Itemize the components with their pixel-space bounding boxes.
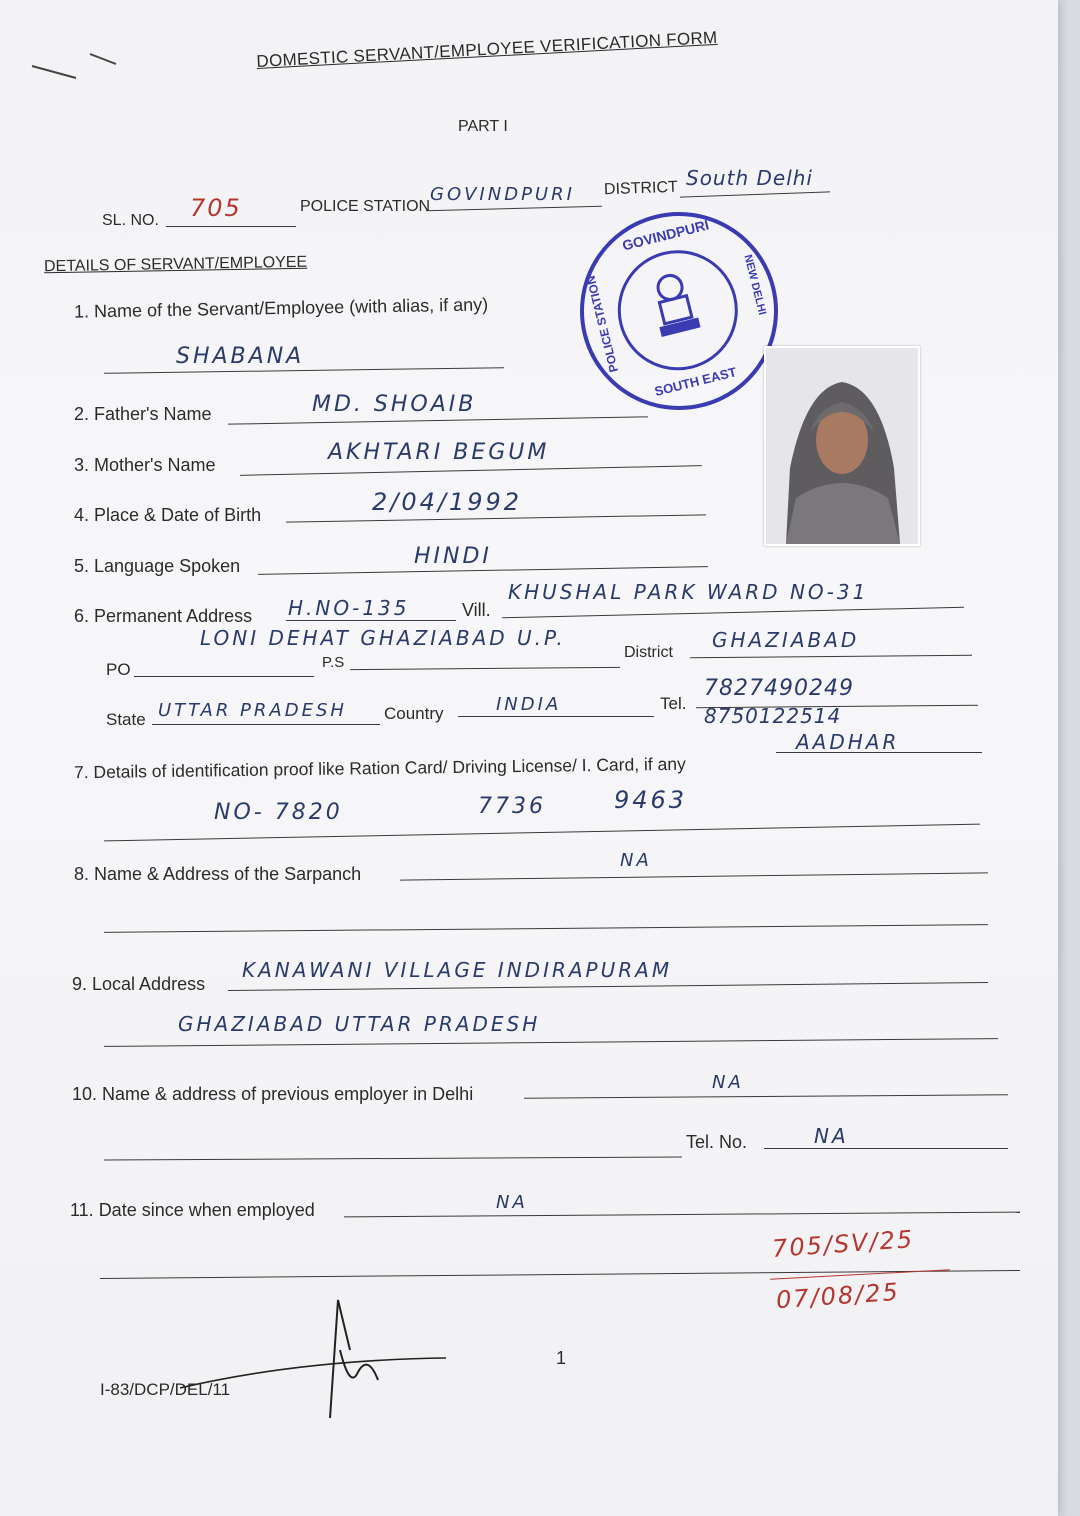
pencil-mark-icon bbox=[28, 44, 118, 84]
q10-label: 10. Name & address of previous employer in Delhi bbox=[72, 1084, 474, 1104]
q11-label: 11. Date since when employed bbox=[70, 1200, 315, 1220]
q2-value: MD. SHOAIB bbox=[312, 392, 477, 417]
q8-value: NA bbox=[620, 850, 652, 871]
stamp-bottom-text: SOUTH EAST bbox=[653, 364, 738, 400]
employee-photo bbox=[764, 346, 920, 546]
form-title: DOMESTIC SERVANT/EMPLOYEE VERIFICATION FORM bbox=[256, 27, 718, 71]
q5-label: 5. Language Spoken bbox=[74, 556, 241, 576]
q6-state: UTTAR PRADESH bbox=[158, 700, 347, 721]
country-label: Country bbox=[384, 704, 444, 723]
police-station-value: GOVINDPURI bbox=[430, 184, 575, 205]
q6-district: GHAZIABAD bbox=[712, 628, 860, 652]
q1-label: 1. Name of the Servant/Employee (with alias, if any) bbox=[73, 294, 489, 322]
q1-value: SHABANA bbox=[176, 344, 305, 369]
section-heading: DETAILS OF SERVANT/EMPLOYEE bbox=[43, 253, 308, 276]
vill-label: Vill. bbox=[462, 600, 491, 620]
q6-vill: KHUSHAL PARK WARD NO-31 bbox=[508, 580, 869, 604]
district-value: South Delhi bbox=[686, 166, 813, 190]
q6-tel2: 8750122514 bbox=[704, 704, 842, 728]
q7-number-part2: 7736 bbox=[478, 794, 546, 819]
q4-value: 2/04/1992 bbox=[372, 488, 523, 516]
q6-label: 6. Permanent Address bbox=[74, 606, 253, 626]
stamp-right-text: NEW DELHI bbox=[741, 253, 769, 317]
stamp-top-text: GOVINDPURI bbox=[620, 216, 711, 254]
q10-value: NA bbox=[712, 1072, 744, 1093]
q8-label: 8. Name & Address of the Sarpanch bbox=[74, 864, 362, 884]
q9-label: 9. Local Address bbox=[72, 974, 206, 994]
q4-label: 4. Place & Date of Birth bbox=[74, 505, 262, 525]
part-label: PART I bbox=[458, 118, 508, 135]
form-code: I-83/DCP/DEL/11 bbox=[100, 1380, 231, 1399]
police-station-stamp bbox=[559, 191, 799, 431]
q7-number-part3: 9463 bbox=[614, 786, 688, 814]
state-label: State bbox=[106, 710, 146, 729]
ps-label: P.S bbox=[322, 654, 345, 671]
sl-no-label: SL. NO. bbox=[102, 212, 159, 229]
stamp-left-text: POLICE STATION bbox=[583, 274, 622, 374]
page-number: 1 bbox=[556, 1348, 567, 1368]
police-station-label: POLICE STATION bbox=[300, 198, 431, 215]
person-photo-icon bbox=[766, 348, 918, 544]
tel-no-value: NA bbox=[814, 1124, 849, 1148]
reference-date: 07/08/25 bbox=[775, 1277, 901, 1315]
q6-house: H.NO-135 bbox=[288, 596, 410, 620]
q11-value: NA bbox=[496, 1192, 528, 1213]
district-field-label: District bbox=[624, 644, 673, 661]
reference-number: 705/SV/25 bbox=[771, 1225, 915, 1263]
q6-line2: LONI DEHAT GHAZIABAD U.P. bbox=[200, 626, 566, 650]
tel-label: Tel. bbox=[660, 694, 687, 713]
q9-line2: GHAZIABAD UTTAR PRADESH bbox=[178, 1012, 541, 1036]
q7-label: 7. Details of identification proof like Ration Card/ Driving License/ I. Card, if any bbox=[73, 753, 686, 783]
q7-number-part1: NO- 7820 bbox=[214, 800, 343, 825]
sl-no-value: 705 bbox=[190, 194, 242, 222]
tel-no-label: Tel. No. bbox=[686, 1132, 748, 1152]
q3-label: 3. Mother's Name bbox=[74, 455, 216, 475]
q7-type: AADHAR bbox=[796, 730, 900, 754]
district-label: DISTRICT bbox=[603, 178, 679, 199]
q6-tel1: 7827490249 bbox=[704, 676, 854, 701]
po-label: PO bbox=[106, 660, 131, 679]
signature-icon bbox=[180, 1290, 460, 1430]
q6-country: INDIA bbox=[496, 694, 562, 715]
q5-value: HINDI bbox=[414, 544, 492, 569]
q2-label: 2. Father's Name bbox=[74, 404, 212, 424]
q9-line1: KANAWANI VILLAGE INDIRAPURAM bbox=[242, 958, 673, 982]
q3-value: AKHTARI BEGUM bbox=[328, 440, 550, 465]
